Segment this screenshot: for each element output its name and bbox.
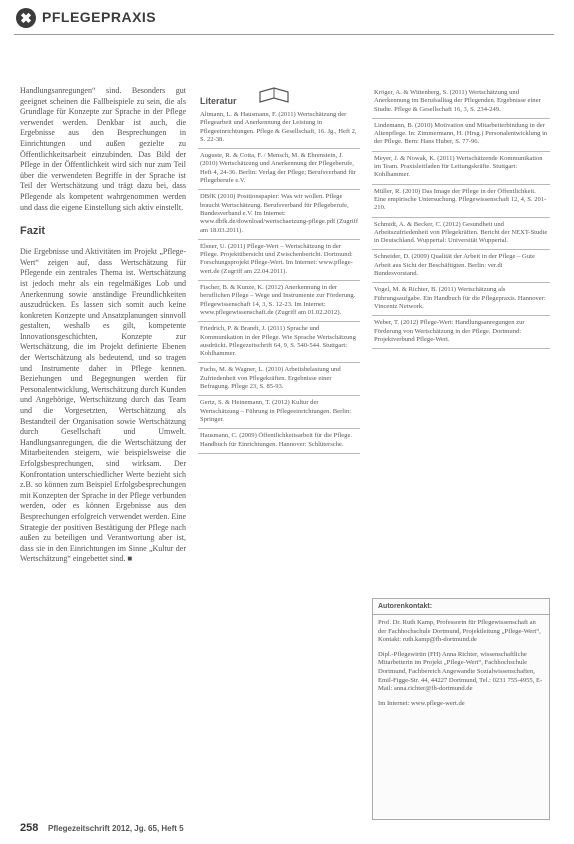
fazit-heading: Fazit: [20, 225, 46, 238]
reference-item: Fischer, B. & Kunze, K. (2012) Anerkennung in der beruflichen Pflege – Wege und Instrumente zur Förderung. Pflegewissenschaft 14, 3, S. 12-23. Im Internet: www.pflegewissenschaft.de (Zugriff am 01.02.2012).: [198, 281, 360, 322]
journal-citation: Pflegezeitschrift 2012, Jg. 65, Heft 5: [48, 824, 184, 833]
fazit-paragraph: Die Ergebnisse und Aktivitäten im Projekt „Pflege-Wert“ zeigen auf, dass Wertschätzung für Pflegende ein zentrales Thema ist. Wertschätzung ist jedoch mehr als ein regelmäßiges Lob und Anerkennung sowie anständige Freundlichkeiten auszudrücken. Es lassen sich somit auch keine konkreten Konzepte und Ansatzplanungen sinnvoll gestalten, weshalb es gilt, kompetente Innovationsgeschichten, Konzepte zur Wertschätzung, die im Projekt definierte Ebenen der Wertschätzung als bedeutend, und so tragen und Instrumente daher in Pflege kennen. Beziehungen und Begegnungen werden für Personalentwicklung, Wertschätzung durch Kunden und Angehörige, Wertschätzung durch das Team und die Vorgesetzten, Wertschätzung als Bestandteil der Organisation sowie Wertschätzung durch Gesellschaft und Umwelt. Handlungsanregungen, die die Wertschätzung der Mitarbeitenden steigern, wie beispielsweise die Erfolgsbesprechungen, sind wirksam. Der Konfrontation unterschiedlicher Werte bezieht sich z.B. so können zum Beispiel Erfolgsbesprechungen mit Konzepten der Sprache in der Pflege verbunden werden, oder es können Ergebnisse aus den Besprechungen erfolgreich verwendet werden. Eine Strategie der positiven Bestätigung der Pflege nach außen zu beteiligen und Verantwortung aber ist, dass sie in den Einrichtungen im Sinne „Kultur der Wertschätzung“ eingebettet sind. ■: [20, 247, 186, 564]
literature-column-left: [198, 86, 360, 454]
author-paragraph: Im Internet: www.pflege-wert.de: [378, 699, 465, 707]
reference-item: Fuchs, M. & Wagner, L. (2010) Arbeitsbelastung und Zufriedenheit von Pflegekräften. Ergebnisse einer Befragung. Pflege 23, S. 85-93.: [198, 363, 360, 396]
reference-item: Hausmann, C. (2009) Öffentlichkeitsarbeit für die Pflege. Handbuch für Einrichtungen. Hannover: Schlütersche.: [198, 429, 360, 454]
author-paragraph: Dipl.-Pflegewirtin (FH) Anna Richter, wissenschaftliche Mitarbeiterin im Projekt „Pflege-Wert“, Fachhochschule Dortmund, Fachbereich Angewandte Sozialwissenschaften, Emil-Figge-Str. 44, 44227 Dortmund, Tel.: 0231 755-4955, E-Mail: anna.richter@fh-dortmund.de: [378, 650, 543, 693]
author-box-body: [373, 615, 549, 718]
reference-item: Friedrich, P. & Brandt, J. (2011) Sprache und Kommunikation in der Pflege. Wie Sprache Wertschätzung ausdrückt. Pflegezeitschrift 64, 9, S. 540-544. Stuttgart: Kohlhammer.: [198, 322, 360, 363]
reference-item: Elsner, U. (2011) Pflege-Wert – Wertschätzung in der Pflege. Projektübersicht und Zwischenbericht. Dortmund: Forschungsprojekt Pflege-Wert. Im Internet: www.pflege-wert.de (Zugriff am 22.04.2011).: [198, 240, 360, 281]
author-paragraph: Prof. Dr. Ruth Kamp, Professorin für Pflegewissenschaft an der Fachhochschule Dortmund, Projektleitung „Pflege-Wert“, Kontakt: ruth.kamp@fh-dortmund.de: [378, 619, 541, 644]
section-logo-icon: ✖: [16, 8, 36, 28]
header-divider: [14, 34, 554, 35]
open-book-icon: [258, 86, 290, 106]
body-column: [20, 86, 186, 571]
reference-list-left: [198, 108, 360, 454]
reference-item: Lindemann, B. (2010) Motivation und Mitarbeiterbindung in der Altenpflege. In: Zimmermann, H. (Hrsg.) Personalentwicklung in der Pflege. Bern: Hans Huber, S. 77-96.: [372, 119, 550, 152]
reference-item: Meyer, J. & Nowak, K. (2011) Wertschätzende Kommunikation im Team. Praxisleitfaden für Leitungskräfte. Stuttgart: Kohlhammer.: [372, 152, 550, 185]
literature-column-right: [372, 86, 550, 349]
reference-item: Weber, T. (2012) Pflege-Wert: Handlungsanregungen zur Förderung von Wertschätzung in der Pflege. Dortmund: Projektverbund Pflege-Wert.: [372, 316, 550, 349]
intro-paragraph: Handlungsanregungen“ sind. Besonders gut geeignet scheinen die Fallbeispiele zu sein, die als Grundlage für Konzepte zur Sprache in der Pflege verwendet werden. Denkbar ist auch, die Ergebnisse aus den Besprechungen in Einrichtungen und außen gezielte zu Öffentlichkeitsarbeit einzubinden. Das Bild der Pflege in der Öffentlichkeit wird sich nur zum Teil über die verwendeten Begriffe in der Sprache ist Teil der Wertschätzung und trägt dazu bei, dass Pflegende als kompetent wahrgenommen werden und dass die eigene Einstellung sich aktiv einstellt.: [20, 86, 186, 212]
page-footer: [20, 822, 550, 838]
reference-item: Kröger, A. & Wittenberg, S. (2011) Wertschätzung und Anerkennung im Berufsalltag der Pflegenden. Ergebnisse einer Studie. Pflege & Gesellschaft 16, 3, S. 234-249.: [372, 86, 550, 119]
literature-header: [198, 86, 360, 108]
page-number: 258: [20, 822, 39, 834]
reference-item: Auguste, R. & Cotta, F. / Mensch, M. & Ehrenstein, J. (2010) Wertschätzung und Anerkennung der Pflegeberufe, Heft 4, 24-36. Berlin: Verlag der Pflege; Berufsverband für Pflegeberufe e.V.: [198, 149, 360, 190]
reference-item: Müller, R. (2010) Das Image der Pflege in der Öffentlichkeit. Eine empirische Untersuchung. Pflegewissenschaft 12, 4, S. 201-210.: [372, 185, 550, 218]
reference-item: Schneider, D. (2009) Qualität der Arbeit in der Pflege – Gute Arbeit aus Sicht der Beschäftigten. Berlin: ver.di Bundesvorstand.: [372, 250, 550, 283]
reference-item: Vogel, M. & Richter, B. (2011) Wertschätzung als Führungsaufgabe. Ein Handbuch für die Pflegepraxis. Hannover: Vincentz Network.: [372, 283, 550, 316]
reference-item: DBfK (2010) Positionspapier: Was wir wollen. Pflege braucht Wertschätzung. Berufsverband für Pflegeberufe, Bundesverband e.V. Im Internet: www.dbfk.de/download/wertschaetzung-pflege.pdf (Zugriff am 18.03.2011).: [198, 190, 360, 239]
literature-label: Literatur: [200, 96, 237, 106]
page-header: [14, 4, 554, 34]
reference-item: Gertz, S. & Heinemann, T. (2012) Kultur der Wertschätzung – Führung in Pflegeeinrichtungen. Berlin: Springer.: [198, 396, 360, 429]
reference-item: Altmann, L. & Hausmann, F. (2011) Wertschätzung der Pflegearbeit und Anerkennung der Leistung in Pflegeeinrichtungen. Pflege & Gesellschaft, 16. Jg., Heft 2, S. 22-38.: [198, 108, 360, 149]
reference-item: Schmidt, A. & Becker, C. (2012) Gesundheit und Arbeitszufriedenheit von Pflegekräften. Bericht der NEXT-Studie in Deutschland. Wuppertal: Universität Wuppertal.: [372, 218, 550, 251]
section-title: PFLEGEPRAXIS: [42, 9, 157, 25]
author-box-title: Autorenkontakt:: [373, 599, 549, 615]
author-contact-box: [372, 598, 550, 820]
